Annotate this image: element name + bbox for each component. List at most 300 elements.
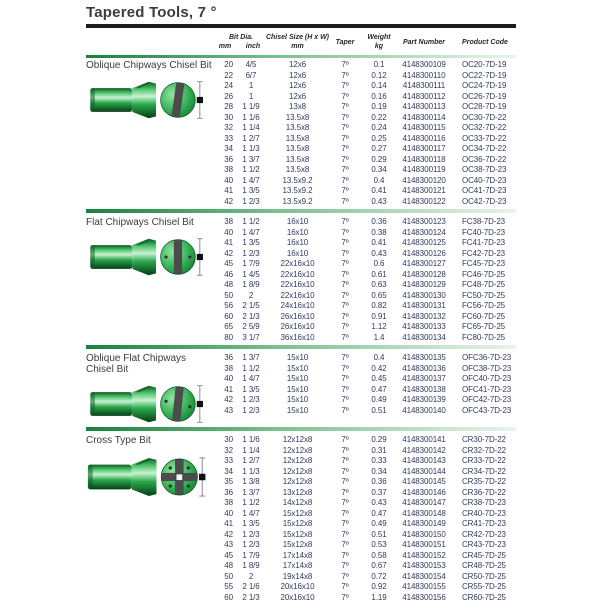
- cell-chisel-size: 17x14x8: [282, 561, 313, 570]
- cell-bit-dia-mm: 22: [224, 70, 233, 80]
- cell-bit-dia-mm: 28: [224, 102, 233, 111]
- section-rows: [213, 60, 516, 207]
- cell-weight: 0.58: [371, 550, 387, 560]
- cell-product-code: FC80-7D-25: [462, 332, 506, 342]
- cell-chisel-size: 19x14x8: [282, 571, 313, 581]
- header-taper-label: Taper: [335, 38, 355, 46]
- cell-bit-dia-inch: 2 1/6: [242, 582, 260, 591]
- cell-chisel-size: 22x16x10: [280, 259, 315, 268]
- section-title: Oblique Flat Chipways Chisel Bit: [86, 353, 187, 375]
- cell-taper: 7º: [341, 238, 349, 247]
- cell-bit-dia-mm: 60: [224, 311, 233, 321]
- cell-chisel-size: 15x10: [286, 353, 309, 362]
- table-row: [213, 488, 516, 499]
- cell-bit-dia-inch: 1 4/7: [242, 227, 260, 237]
- cell-weight: 0.34: [371, 165, 387, 174]
- header-chisel-size-unit: mm: [291, 43, 304, 50]
- cell-part-number: 4148300109: [402, 60, 446, 69]
- cell-taper: 7º: [341, 311, 349, 321]
- cell-weight: 1.12: [371, 322, 387, 331]
- header-weight-label: Weight: [367, 34, 391, 41]
- cell-product-code: OFC40-7D-23: [462, 374, 512, 383]
- table-row: [213, 477, 516, 488]
- cell-chisel-size: 17x14x8: [282, 550, 313, 560]
- cell-taper: 7º: [341, 487, 349, 497]
- cell-product-code: FC40-7D-23: [462, 227, 506, 237]
- table-row: [213, 498, 516, 509]
- cell-bit-dia-inch: 2 1/3: [242, 592, 260, 600]
- cell-chisel-size: 12x12x8: [282, 477, 313, 486]
- cell-bit-dia-inch: 1 8/9: [242, 561, 260, 570]
- cell-bit-dia-mm: 26: [224, 91, 233, 101]
- cell-chisel-size: 12x12x8: [282, 466, 313, 476]
- cell-weight: 0.43: [371, 498, 387, 507]
- cell-taper: 7º: [341, 322, 349, 331]
- table-header: [86, 30, 516, 54]
- table-row: [213, 259, 516, 270]
- cell-taper: 7º: [341, 91, 349, 101]
- cell-weight: 0.51: [371, 405, 387, 415]
- cell-taper: 7º: [341, 582, 349, 591]
- cell-part-number: 4148300143: [402, 456, 446, 465]
- cell-bit-dia-inch: 6/7: [245, 70, 257, 80]
- cell-chisel-size: 15x10: [286, 405, 309, 415]
- cell-bit-dia-inch: 2: [248, 290, 254, 300]
- sections: [86, 60, 516, 600]
- cell-product-code: CR42-7D-23: [462, 529, 506, 539]
- header-bit-dia-inch: inch: [245, 43, 261, 50]
- section-label-area: [86, 435, 213, 600]
- cell-taper: 7º: [341, 445, 349, 455]
- cell-part-number: 4148300125: [402, 238, 446, 247]
- cell-bit-dia-mm: 40: [224, 508, 233, 518]
- cell-bit-dia-mm: 50: [224, 290, 233, 300]
- cell-part-number: 4148300147: [402, 498, 446, 507]
- cell-taper: 7º: [341, 290, 349, 300]
- section-divider-bar: [86, 345, 516, 349]
- cell-product-code: FC65-7D-25: [462, 322, 506, 331]
- cell-part-number: 4148300113: [402, 102, 446, 111]
- cell-bit-dia-mm: 45: [224, 550, 233, 560]
- cell-chisel-size: 20x16x10: [280, 582, 315, 591]
- cell-product-code: FC42-7D-23: [462, 248, 506, 258]
- cell-taper: 7º: [341, 196, 349, 206]
- cell-product-code: FC48-7D-25: [462, 280, 506, 289]
- cell-weight: 0.24: [371, 123, 387, 132]
- cell-part-number: 4148300118: [402, 154, 446, 164]
- cell-product-code: OC22-7D-19: [462, 70, 507, 80]
- cell-taper: 7º: [341, 70, 349, 80]
- cell-part-number: 4148300132: [402, 311, 446, 321]
- cell-bit-dia-mm: 42: [224, 395, 233, 404]
- section-divider-bar: [86, 209, 516, 213]
- cell-bit-dia-inch: 1 7/9: [242, 259, 260, 268]
- cell-chisel-size: 16x10: [286, 217, 309, 226]
- header-weight: [364, 30, 394, 54]
- cell-chisel-size: 13.5x9.2: [282, 196, 313, 206]
- cell-weight: 0.34: [371, 466, 387, 476]
- cell-weight: 0.47: [371, 384, 387, 394]
- cell-part-number: 4148300141: [402, 435, 446, 444]
- cell-part-number: 4148300136: [402, 363, 446, 373]
- table-row: [213, 155, 516, 166]
- cell-part-number: 4148300115: [402, 123, 446, 132]
- cell-bit-dia-inch: 1 7/9: [242, 550, 260, 560]
- cell-bit-dia-mm: 38: [224, 498, 233, 507]
- cell-product-code: OC36-7D-22: [462, 154, 507, 164]
- cell-bit-dia-mm: 30: [224, 435, 233, 444]
- header-part-number-label: Part Number: [402, 38, 445, 46]
- cell-taper: 7º: [341, 561, 349, 570]
- cell-weight: 0.49: [371, 395, 387, 404]
- flat-chipways-chisel-bit-illustration: [86, 236, 213, 278]
- cell-bit-dia-inch: 1 1/6: [242, 112, 260, 122]
- cell-product-code: CR38-7D-23: [462, 498, 506, 507]
- cell-bit-dia-inch: 1 1/2: [242, 217, 260, 226]
- cell-taper: 7º: [341, 395, 349, 404]
- cell-product-code: OC38-7D-23: [462, 165, 507, 174]
- cell-taper: 7º: [341, 477, 349, 486]
- cell-weight: 0.36: [371, 477, 387, 486]
- cell-weight: 0.31: [371, 445, 387, 455]
- cell-product-code: CR45-7D-25: [462, 550, 506, 560]
- cell-product-code: OFC41-7D-23: [462, 384, 512, 394]
- cell-chisel-size: 16x10: [286, 238, 309, 247]
- cell-weight: 0.25: [371, 133, 387, 143]
- cell-chisel-size: 15x10: [286, 374, 309, 383]
- cell-taper: 7º: [341, 175, 349, 185]
- cell-part-number: 4148300144: [402, 466, 446, 476]
- cell-bit-dia-mm: 40: [224, 175, 233, 185]
- cell-bit-dia-mm: 41: [224, 519, 233, 528]
- cell-product-code: FC45-7D-23: [462, 259, 506, 268]
- cell-weight: 0.6: [373, 259, 385, 268]
- cell-product-code: FC56-7D-25: [462, 301, 506, 310]
- cell-chisel-size: 16x10: [286, 227, 309, 237]
- cell-weight: 0.19: [371, 102, 387, 111]
- cell-part-number: 4148300142: [402, 445, 446, 455]
- cell-taper: 7º: [341, 498, 349, 507]
- cross-type-bit-illustration: [86, 454, 213, 500]
- cell-part-number: 4148300156: [402, 592, 446, 600]
- cell-bit-dia-inch: 1 2/3: [242, 529, 260, 539]
- cell-weight: 0.12: [371, 70, 387, 80]
- cell-part-number: 4148300116: [402, 133, 446, 143]
- cell-bit-dia-inch: 1 4/7: [242, 374, 260, 383]
- cell-chisel-size: 22x16x10: [280, 290, 315, 300]
- cell-bit-dia-inch: 2: [248, 571, 254, 581]
- table-row: [213, 280, 516, 291]
- cell-product-code: OFC42-7D-23: [462, 395, 512, 404]
- cell-bit-dia-inch: 1 3/5: [242, 384, 260, 394]
- cell-bit-dia-mm: 34: [224, 466, 233, 476]
- cell-weight: 0.27: [371, 144, 387, 153]
- cell-bit-dia-mm: 56: [224, 301, 233, 310]
- cell-bit-dia-mm: 36: [224, 353, 233, 362]
- cell-bit-dia-inch: 1 1/2: [242, 363, 260, 373]
- cell-bit-dia-mm: 34: [224, 144, 233, 153]
- table-row: [213, 71, 516, 82]
- table-row: [213, 144, 516, 155]
- section-cross-type-bit: [86, 435, 516, 600]
- cell-product-code: CR48-7D-25: [462, 561, 506, 570]
- header-chisel-size-label: Chisel Size (H x W): [266, 34, 330, 41]
- cell-product-code: CR41-7D-23: [462, 519, 506, 528]
- cell-bit-dia-mm: 41: [224, 186, 233, 195]
- cell-weight: 0.42: [371, 363, 387, 373]
- cell-part-number: 4148300131: [402, 301, 446, 310]
- cell-bit-dia-mm: 42: [224, 196, 233, 206]
- cell-part-number: 4148300122: [402, 196, 446, 206]
- cell-bit-dia-inch: 1 4/7: [242, 508, 260, 518]
- cell-product-code: FC50-7D-25: [462, 290, 506, 300]
- header-bit-dia-mm: mm: [218, 43, 232, 50]
- cell-weight: 0.51: [371, 529, 387, 539]
- cell-weight: 0.22: [371, 112, 387, 122]
- cell-bit-dia-mm: 80: [224, 332, 233, 342]
- cell-weight: 0.41: [371, 238, 387, 247]
- table-row: [213, 312, 516, 323]
- cell-chisel-size: 12x6: [289, 91, 306, 101]
- cell-bit-dia-mm: 41: [224, 238, 233, 247]
- cell-part-number: 4148300140: [402, 405, 446, 415]
- cell-bit-dia-mm: 48: [224, 561, 233, 570]
- cell-weight: 0.29: [371, 435, 387, 444]
- cell-bit-dia-inch: 1 1/9: [242, 102, 260, 111]
- cell-weight: 1.19: [371, 592, 387, 600]
- cell-taper: 7º: [341, 102, 349, 111]
- cell-part-number: 4148300137: [402, 374, 446, 383]
- cell-chisel-size: 13.5x8: [285, 133, 310, 143]
- cell-part-number: 4148300145: [402, 477, 446, 486]
- cell-part-number: 4148300126: [402, 248, 446, 258]
- cell-bit-dia-inch: 1 1/6: [242, 435, 260, 444]
- table-row: [213, 509, 516, 520]
- section-oblique-chipways-chisel-bit: [86, 60, 516, 207]
- cell-part-number: 4148300127: [402, 259, 446, 268]
- cell-bit-dia-inch: 1 8/9: [242, 280, 260, 289]
- cell-weight: 0.49: [371, 519, 387, 528]
- cell-product-code: OC34-7D-22: [462, 144, 507, 153]
- cell-product-code: CR33-7D-22: [462, 456, 506, 465]
- cell-chisel-size: 13.5x8: [285, 144, 310, 153]
- table-row: [213, 238, 516, 249]
- cell-product-code: OC20-7D-19: [462, 60, 507, 69]
- cell-bit-dia-inch: 1 1/3: [242, 466, 260, 476]
- cell-bit-dia-inch: 1 4/7: [242, 175, 260, 185]
- section-label-area: [86, 217, 213, 343]
- cell-part-number: 4148300117: [402, 144, 446, 153]
- cell-part-number: 4148300139: [402, 395, 446, 404]
- cell-chisel-size: 13.5x8: [285, 112, 310, 122]
- table-row: [213, 582, 516, 593]
- oblique-chipways-chisel-bit-illustration: [86, 79, 213, 121]
- section-rows: [213, 435, 516, 600]
- cell-weight: 0.53: [371, 540, 387, 549]
- table-row: [213, 291, 516, 302]
- cell-chisel-size: 24x16x10: [280, 301, 315, 310]
- cell-product-code: CR43-7D-23: [462, 540, 506, 549]
- cell-chisel-size: 12x12x8: [282, 445, 313, 455]
- cell-taper: 7º: [341, 435, 349, 444]
- header-part-number: [394, 30, 454, 54]
- table-row: [213, 113, 516, 124]
- cell-weight: 0.47: [371, 508, 387, 518]
- cell-part-number: 4148300133: [402, 322, 446, 331]
- cell-part-number: 4148300135: [402, 353, 446, 362]
- table-row: [213, 456, 516, 467]
- cell-taper: 7º: [341, 123, 349, 132]
- cell-part-number: 4148300154: [402, 571, 446, 581]
- table-header-spacer: [86, 30, 213, 54]
- cell-chisel-size: 13.5x8: [285, 123, 310, 132]
- cell-taper: 7º: [341, 133, 349, 143]
- table-row: [213, 530, 516, 541]
- cell-chisel-size: 14x12x8: [282, 498, 313, 507]
- cell-part-number: 4148300128: [402, 269, 446, 279]
- cell-bit-dia-mm: 38: [224, 165, 233, 174]
- cell-bit-dia-inch: 1 2/3: [242, 395, 260, 404]
- table-row: [213, 165, 516, 176]
- cell-bit-dia-mm: 45: [224, 259, 233, 268]
- cell-bit-dia-mm: 42: [224, 529, 233, 539]
- cell-bit-dia-mm: 33: [224, 456, 233, 465]
- cell-part-number: 4148300119: [402, 165, 446, 174]
- cell-bit-dia-mm: 46: [224, 269, 233, 279]
- cell-bit-dia-inch: 1 3/5: [242, 238, 260, 247]
- cell-bit-dia-inch: 1: [248, 81, 254, 90]
- cell-part-number: 4148300148: [402, 508, 446, 518]
- table-row: [213, 333, 516, 344]
- cell-weight: 0.63: [371, 280, 387, 289]
- cell-taper: 7º: [341, 363, 349, 373]
- cell-bit-dia-mm: 24: [224, 81, 233, 90]
- table-row: [213, 92, 516, 103]
- cell-weight: 0.38: [371, 227, 387, 237]
- cell-chisel-size: 12x6: [289, 60, 306, 69]
- cell-part-number: 4148300121: [402, 186, 446, 195]
- cell-bit-dia-inch: 1 3/7: [242, 154, 260, 164]
- cell-product-code: CR40-7D-23: [462, 508, 506, 518]
- cell-weight: 0.4: [373, 353, 385, 362]
- cell-part-number: 4148300124: [402, 227, 446, 237]
- cell-chisel-size: 20x16x10: [280, 592, 315, 600]
- table-row: [213, 540, 516, 551]
- cell-product-code: FC46-7D-25: [462, 269, 506, 279]
- cell-product-code: CR32-7D-22: [462, 445, 506, 455]
- table-header-columns: [213, 30, 516, 54]
- cell-bit-dia-inch: 1 1/4: [242, 445, 260, 455]
- section-oblique-flat-chipways-chisel-bit: [86, 353, 516, 425]
- cell-chisel-size: 15x12x8: [282, 508, 313, 518]
- section-title: Oblique Chipways Chisel Bit: [86, 60, 212, 71]
- cell-taper: 7º: [341, 405, 349, 415]
- cell-bit-dia-mm: 32: [224, 123, 233, 132]
- cell-weight: 0.72: [371, 571, 387, 581]
- cell-weight: 0.43: [371, 196, 387, 206]
- cell-bit-dia-mm: 32: [224, 445, 233, 455]
- cell-taper: 7º: [341, 529, 349, 539]
- cell-bit-dia-mm: 40: [224, 227, 233, 237]
- cell-product-code: CR60-7D-25: [462, 592, 506, 600]
- cell-product-code: OC42-7D-23: [462, 196, 507, 206]
- cell-bit-dia-inch: 2 5/9: [242, 322, 260, 331]
- cell-bit-dia-mm: 36: [224, 154, 233, 164]
- header-product-code: [454, 30, 516, 54]
- table-row: [213, 197, 516, 208]
- cell-product-code: OFC38-7D-23: [462, 363, 512, 373]
- cell-chisel-size: 12x6: [289, 70, 306, 80]
- cell-taper: 7º: [341, 456, 349, 465]
- cell-bit-dia-inch: 1 2/3: [242, 540, 260, 549]
- table-row: [213, 270, 516, 281]
- cell-chisel-size: 15x12x8: [282, 529, 313, 539]
- cell-taper: 7º: [341, 550, 349, 560]
- cell-weight: 0.36: [371, 217, 387, 226]
- cell-weight: 0.43: [371, 248, 387, 258]
- cell-taper: 7º: [341, 248, 349, 258]
- table-row: [213, 228, 516, 239]
- cell-weight: 0.92: [371, 582, 387, 591]
- header-weight-unit: kg: [374, 43, 384, 50]
- section-divider-bar: [86, 427, 516, 431]
- cell-bit-dia-mm: 43: [224, 405, 233, 415]
- cell-bit-dia-inch: 1: [248, 91, 254, 101]
- header-bit-dia-label: Bit Dia.: [228, 34, 254, 41]
- table-row: [213, 353, 516, 364]
- cell-taper: 7º: [341, 227, 349, 237]
- cell-taper: 7º: [341, 60, 349, 69]
- table-row: [213, 123, 516, 134]
- cell-chisel-size: 13.5x9.2: [282, 175, 313, 185]
- cell-bit-dia-mm: 30: [224, 112, 233, 122]
- cell-bit-dia-mm: 20: [224, 60, 233, 69]
- cell-product-code: OC40-7D-23: [462, 175, 507, 185]
- table-row: [213, 467, 516, 478]
- cell-product-code: OC30-7D-22: [462, 112, 507, 122]
- cell-bit-dia-inch: 1 2/3: [242, 248, 260, 258]
- oblique-flat-chipways-chisel-bit-illustration: [86, 383, 213, 425]
- cell-weight: 0.45: [371, 374, 387, 383]
- cell-weight: 0.37: [371, 487, 387, 497]
- cell-part-number: 4148300134: [402, 332, 446, 342]
- cell-product-code: OC28-7D-19: [462, 102, 507, 111]
- cell-bit-dia-inch: 1 1/3: [242, 144, 260, 153]
- cell-chisel-size: 13.5x9.2: [282, 186, 313, 195]
- table-row: [213, 249, 516, 260]
- table-row: [213, 572, 516, 583]
- cell-taper: 7º: [341, 217, 349, 226]
- cell-weight: 0.61: [371, 269, 387, 279]
- cell-product-code: CR34-7D-22: [462, 466, 506, 476]
- table-row: [213, 134, 516, 145]
- section-title: Flat Chipways Chisel Bit: [86, 217, 194, 228]
- cell-product-code: OC33-7D-22: [462, 133, 507, 143]
- header-underline-bar: [86, 55, 516, 58]
- cell-bit-dia-inch: 2 1/3: [242, 311, 260, 321]
- cell-taper: 7º: [341, 154, 349, 164]
- cell-part-number: 4148300111: [402, 81, 446, 90]
- cell-part-number: 4148300146: [402, 487, 446, 497]
- table-row: [213, 322, 516, 333]
- cell-weight: 0.33: [371, 456, 387, 465]
- table-row: [213, 385, 516, 396]
- cell-bit-dia-inch: 1 1/2: [242, 498, 260, 507]
- cell-taper: 7º: [341, 144, 349, 153]
- table-row: [213, 60, 516, 71]
- cell-chisel-size: 15x12x8: [282, 519, 313, 528]
- header-product-code-label: Product Code: [462, 38, 508, 46]
